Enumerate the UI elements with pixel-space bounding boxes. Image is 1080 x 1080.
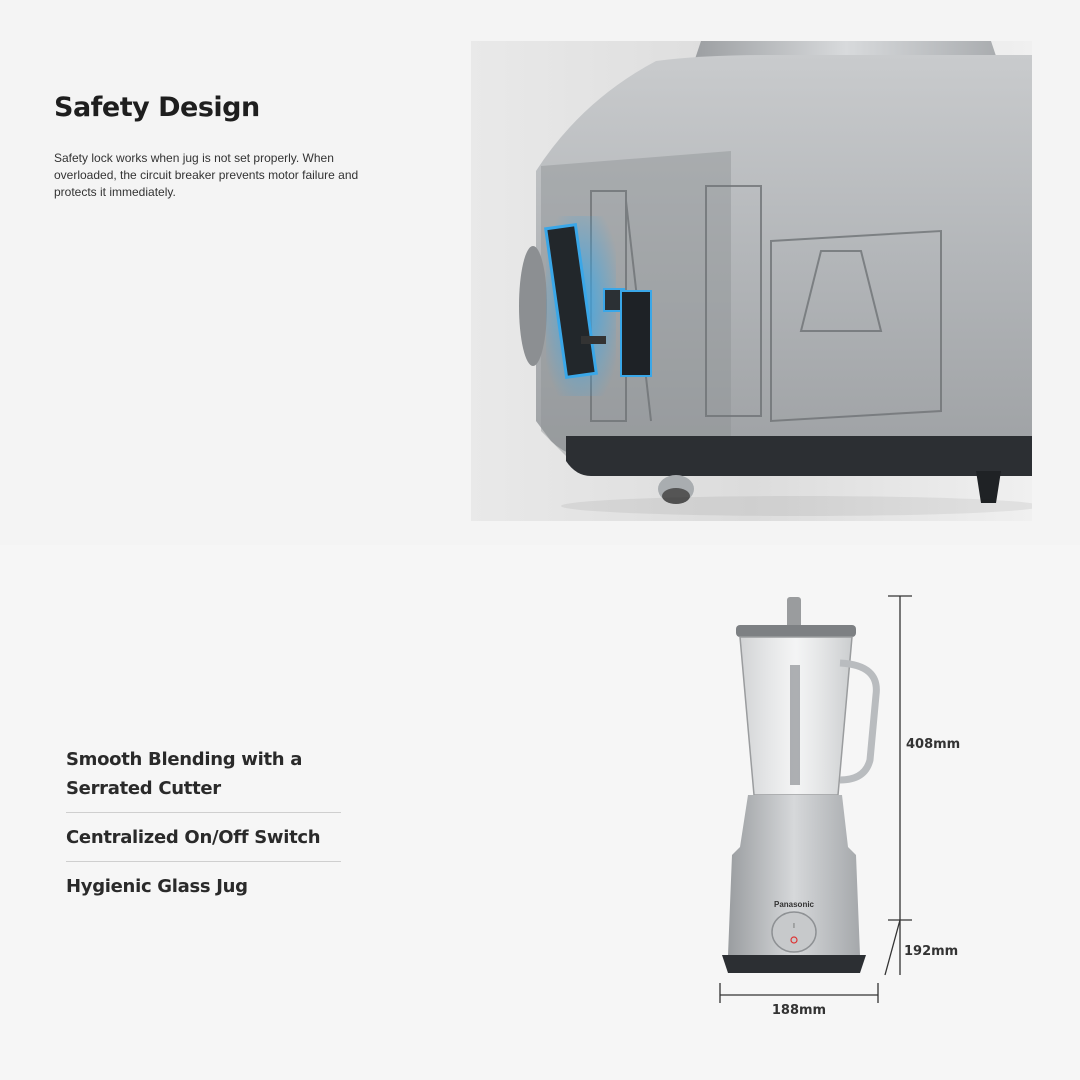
power-switch (772, 912, 816, 952)
svg-text:I: I (793, 923, 795, 930)
section-title: Safety Design (54, 92, 260, 123)
dimension-height-base: 192mm (904, 944, 959, 959)
dimension-width: 188mm (771, 1003, 827, 1018)
blender-dimension-image (700, 585, 980, 1025)
feature-item: Hygienic Glass Jug (66, 876, 248, 897)
feature-item: Smooth Blending with a Serrated Cutter (66, 745, 341, 813)
feature-item: Centralized On/Off Switch (66, 823, 341, 862)
feature-list (66, 745, 341, 920)
blender-cutaway-image (471, 41, 1032, 521)
section-description: Safety lock works when jug is not set properly. When overloaded, the circuit breaker prevents motor failure and protects it immediately. (54, 151, 359, 199)
dimension-height-jug: 408mm (906, 737, 961, 752)
brand-label: Panasonic (773, 900, 815, 909)
